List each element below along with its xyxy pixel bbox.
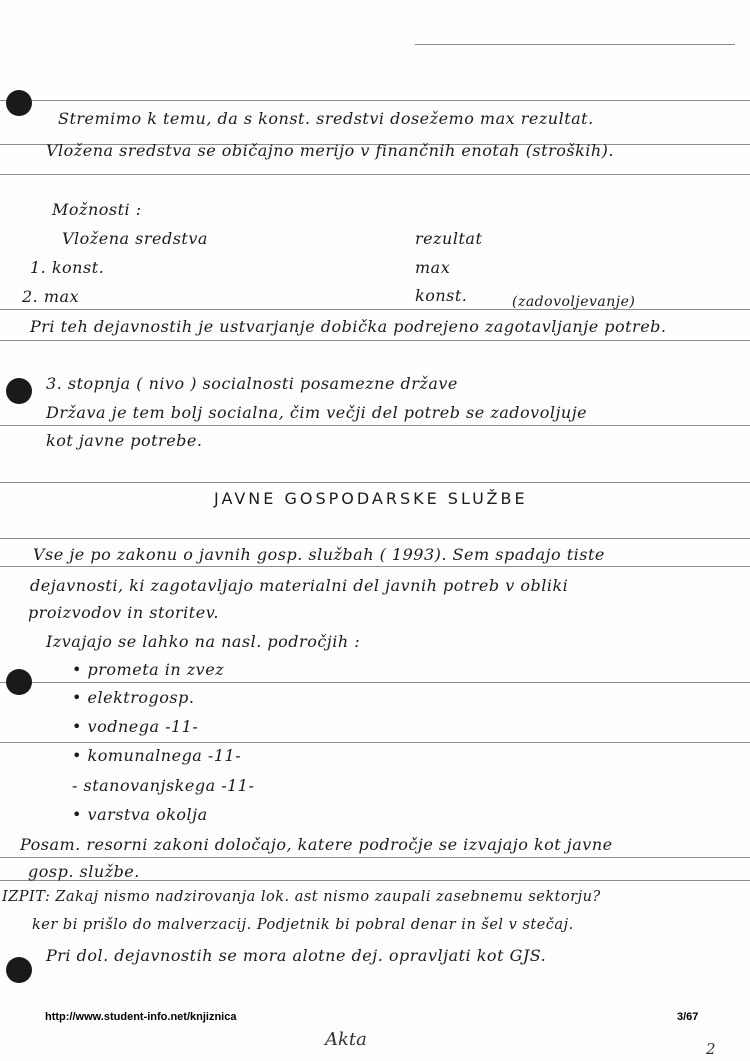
note-line: Pri dol. dejavnostih se mora alotne dej. opravljati kot GJS. [46,946,547,965]
ruled-line [0,538,750,539]
note-line: 3. stopnja ( nivo ) socialnosti posamezne države [46,374,458,393]
note-line: max [415,258,451,277]
punch-hole [6,378,32,404]
note-line: ker bi prišlo do malverzacij. Podjetnik bi pobral denar in šel v stečaj. [32,917,574,933]
note-line: Pri teh dejavnostih je ustvarjanje dobička podrejeno zagotavljanje potreb. [30,317,667,336]
punch-hole [6,90,32,116]
note-line: 1. konst. [30,258,105,277]
ruled-line [0,857,750,858]
note-line: Vložena sredstva se običajno merijo v finančnih enotah (stroških). [46,141,615,160]
note-line: Posam. resorni zakoni določajo, katere področje se izvajajo kot javne [20,835,613,854]
note-line: Možnosti : [52,200,142,219]
note-annotation: (zadovoljevanje) [512,294,636,310]
note-line: rezultat [415,229,483,248]
ruled-line [0,100,750,101]
note-line: kot javne potrebe. [46,431,203,450]
note-line: gosp. službe. [28,862,140,881]
punch-hole [6,957,32,983]
ruled-line [0,340,750,341]
note-line: konst. [415,286,468,305]
list-item: • elektrogosp. [72,688,195,707]
note-line: IZPIT: Zakaj nismo nadzirovanja lok. ast nismo zaupali zasebnemu sektorju? [2,889,601,905]
footer-url: http://www.student-info.net/knjiznica [45,1011,237,1023]
note-line: proizvodov in storitev. [28,603,219,622]
akta-logo: Akta [325,1029,367,1050]
note-line: dejavnosti, ki zagotavljajo materialni del javnih potreb v obliki [30,576,569,595]
list-item: • varstva okolja [72,805,208,824]
ruled-line [0,482,750,483]
list-item: • vodnega -11- [72,717,199,736]
ruled-line [0,425,750,426]
note-line: Vložena sredstva [62,229,208,248]
top-rule [415,44,735,45]
note-line: 2. max [22,287,80,306]
ruled-line [0,566,750,567]
list-item: • komunalnega -11- [72,746,242,765]
list-item: • prometa in zvez [72,660,225,679]
note-line: Vse je po zakonu o javnih gosp. službah ( 1993). Sem spadajo tiste [33,545,605,564]
note-line: Država je tem bolj socialna, čim večji del potreb se zadovoljuje [46,403,588,422]
punch-hole [6,669,32,695]
corner-page-number: 2 [706,1040,716,1058]
note-line: Izvajajo se lahko na nasl. področjih : [46,632,361,651]
ruled-line [0,309,750,310]
ruled-line [0,742,750,743]
ruled-line [0,682,750,683]
page-number: 3/67 [677,1011,699,1023]
note-line: Stremimo k temu, da s konst. sredstvi dosežemo max rezultat. [58,109,594,128]
ruled-line [0,174,750,175]
list-item: - stanovanjskega -11- [72,776,255,795]
section-title: JAVNE GOSPODARSKE SLUŽBE [214,489,528,508]
